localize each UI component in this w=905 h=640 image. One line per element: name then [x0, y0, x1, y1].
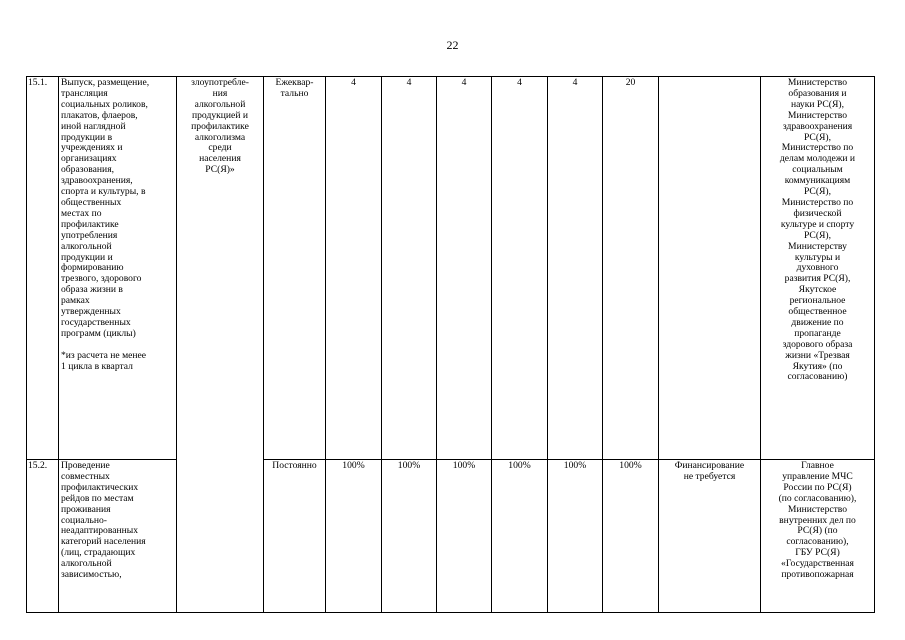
value-cell: 4 — [548, 77, 603, 460]
value-cell: 4 — [492, 77, 548, 460]
action-plan-table — [26, 76, 875, 613]
value-cell: 100% — [548, 460, 603, 613]
value-cell: 4 — [437, 77, 492, 460]
item-note: *из расчета не менее 1 цикла в квартал — [61, 349, 147, 372]
executors: Министерство образования и науки РС(Я), Министерство здравоохранения РС(Я), Министерство по делам молодежи и социальным коммуникациям РС(Я), Министерство по физической культуре и спорту РС(Я), Министерству культуры и духовного развития РС(Я), Якутское региональное общественное движение по пропаганде здорового образа жизни «Трезвая Якутия» (по согласованию) — [761, 77, 875, 460]
value-cell: 100% — [326, 460, 382, 613]
item-number: 15.1. — [27, 77, 59, 460]
period: Ежеквар- тально — [264, 77, 326, 460]
value-cell: 4 — [326, 77, 382, 460]
table-row — [27, 77, 875, 460]
value-cell: 4 — [382, 77, 437, 460]
value-total: 100% — [603, 460, 659, 613]
financing: Финансирование не требуется — [659, 460, 761, 613]
item-number: 15.2. — [27, 460, 59, 613]
page-number: 22 — [446, 38, 459, 52]
item-description: Проведение совместных профилактических рейдов по местам проживания социально- неадаптированных категорий населения (лиц, страдающих алкогольной зависимостью, — [59, 460, 177, 613]
item-description: Выпуск, размещение, трансляция социальных роликов, плакатов, флаеров, иной наглядной продукции в учреждениях и организациях образования, здравоохранения, спорта и культуры, в общественных местах по профилактике употребления алкогольной продукции и формированию трезвого, здорового образа жизни в рамках утвержденных государственных программ (циклы) *из расчета не менее 1 цикла в квартал — [59, 77, 177, 460]
table-row — [27, 460, 875, 613]
value-cell: 100% — [492, 460, 548, 613]
value-total: 20 — [603, 77, 659, 460]
period: Постоянно — [264, 460, 326, 613]
program-name-continued — [177, 460, 264, 613]
value-cell: 100% — [382, 460, 437, 613]
program-name: злоупотребле- ния алкогольной продукцией и профилактике алкоголизма среди населения РС(Я)» — [177, 77, 264, 460]
financing — [659, 77, 761, 460]
value-cell: 100% — [437, 460, 492, 613]
executors: Главное управление МЧС России по РС(Я) (по согласованию), Министерство внутренних дел по РС(Я) (по согласованию), ГБУ РС(Я) «Государственная противопожарная — [761, 460, 875, 613]
